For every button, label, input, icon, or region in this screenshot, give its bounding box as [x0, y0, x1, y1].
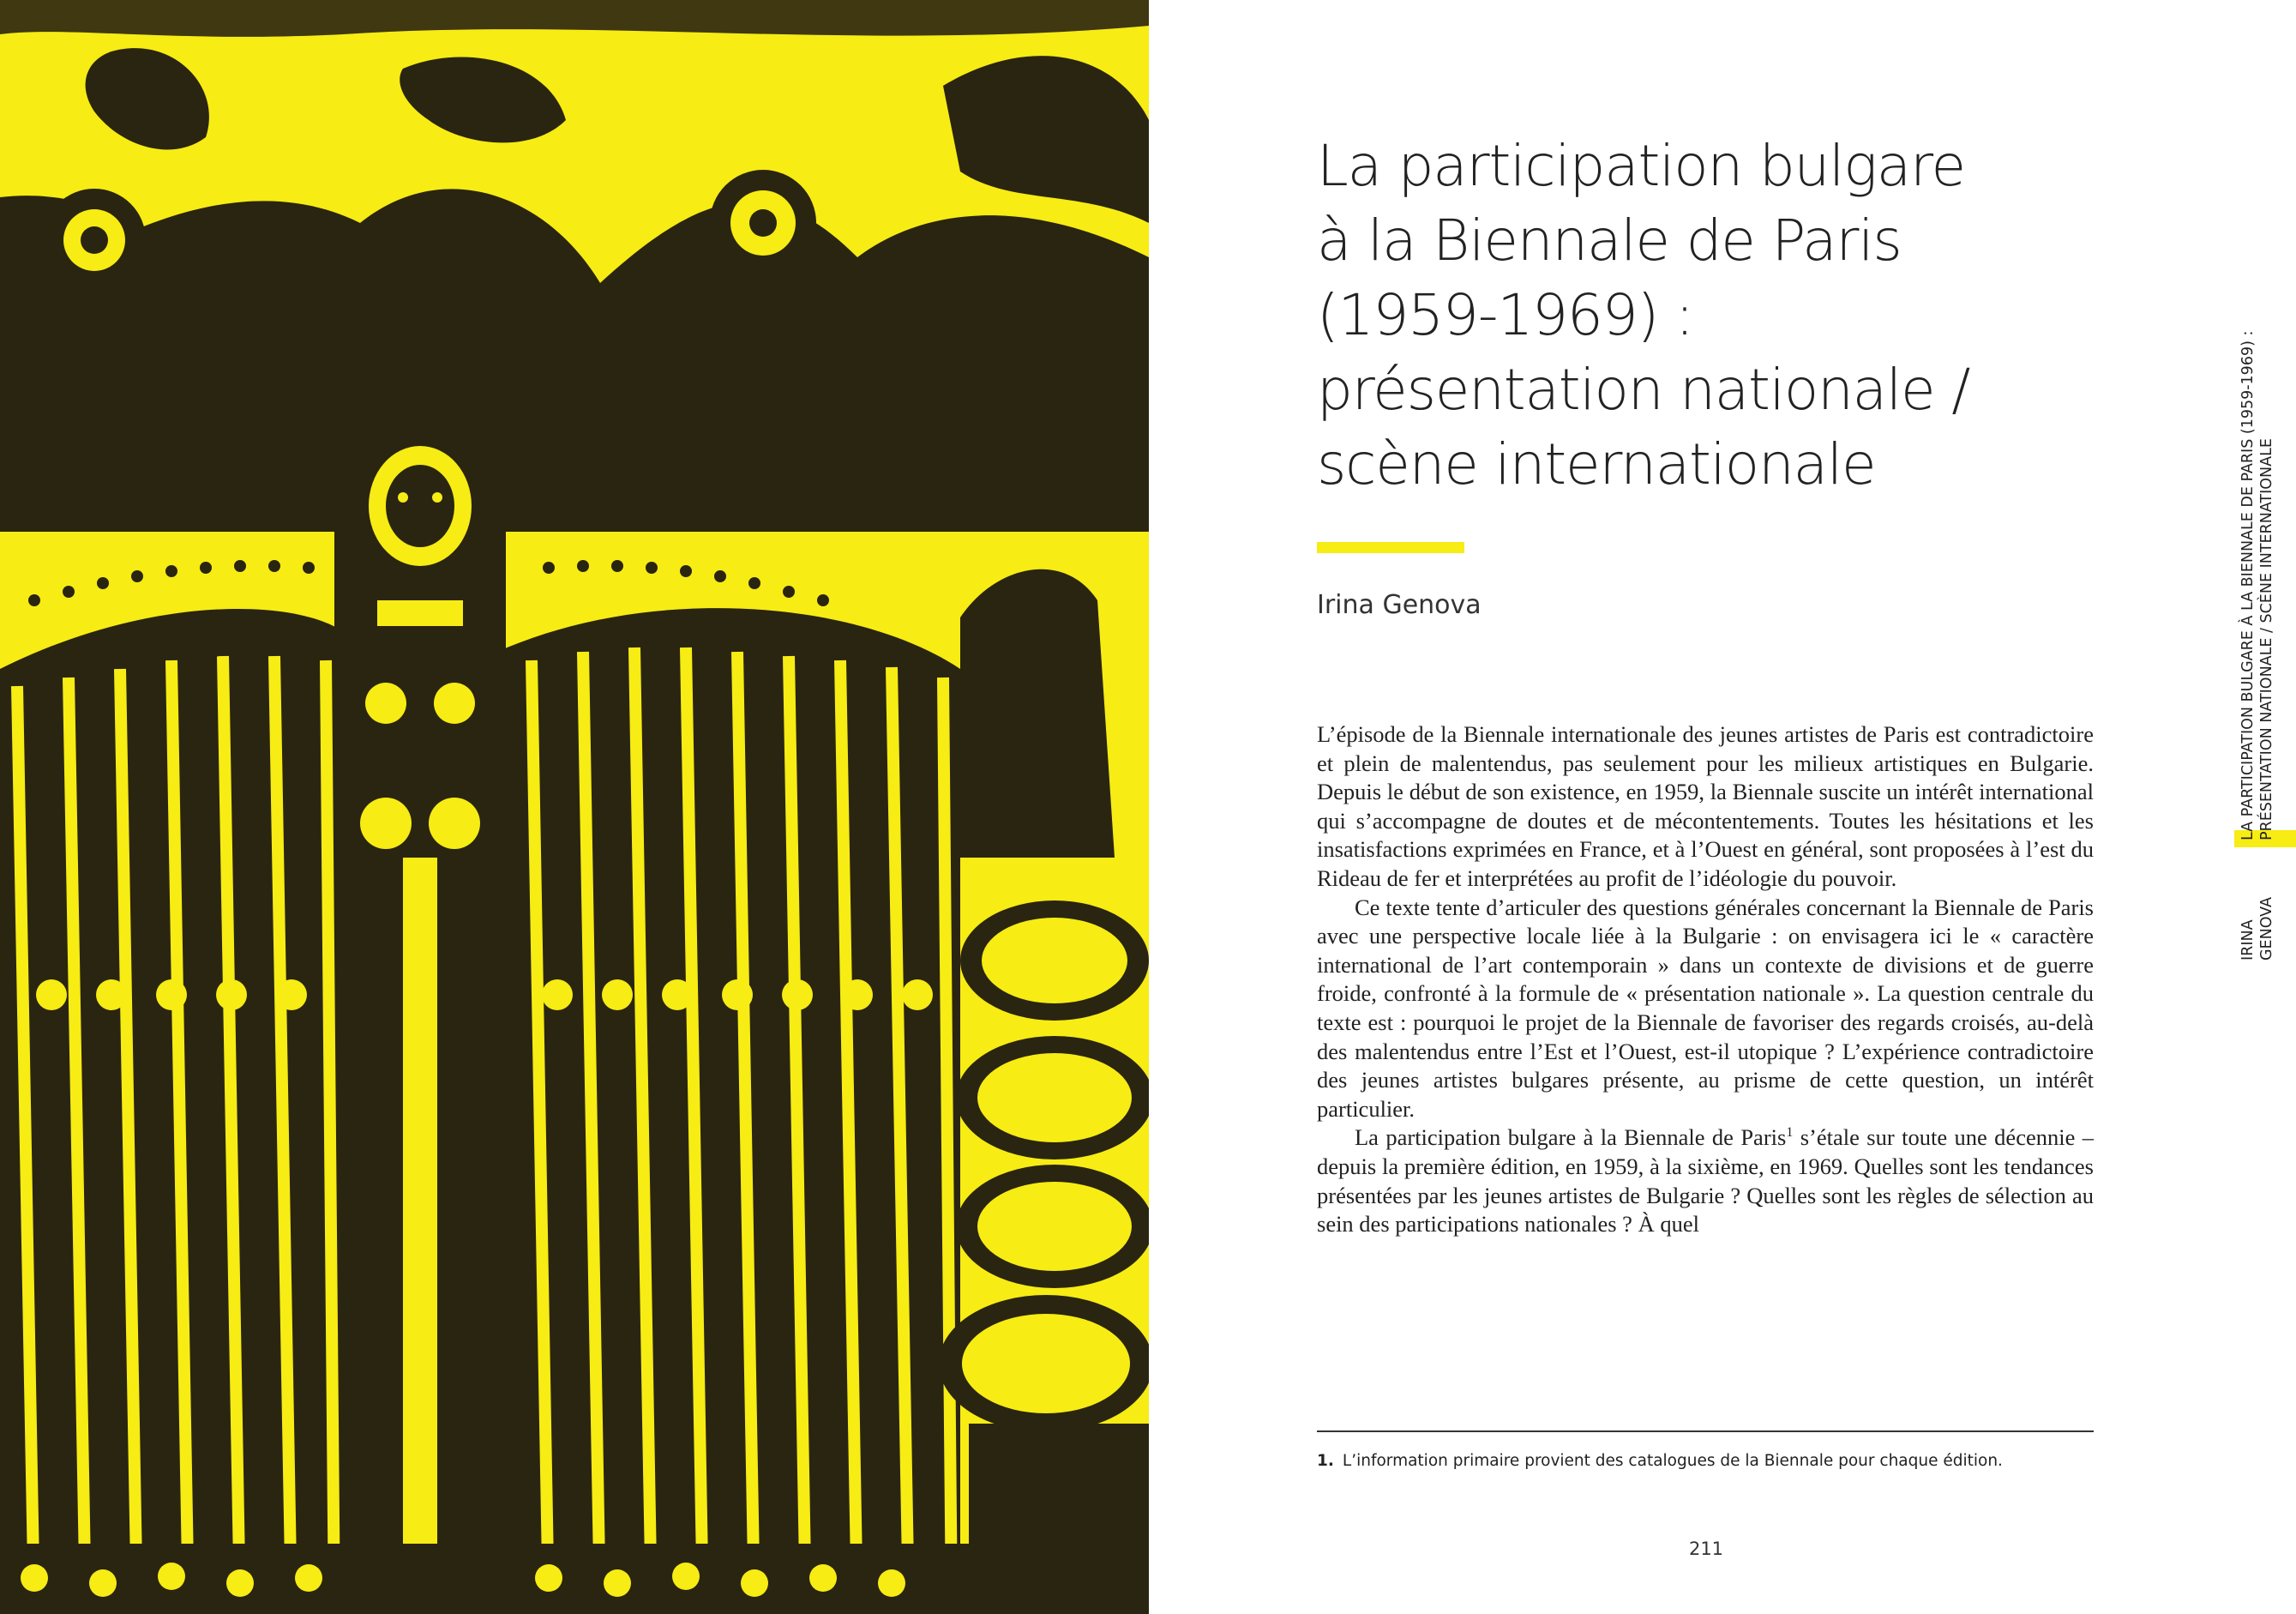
- footnote-text: L’information primaire provient des catalogues de la Biennale pour chaque édition.: [1342, 1452, 2003, 1470]
- footnote: [1317, 1452, 2094, 1470]
- article-title: La participation bulgare à la Biennale de Paris (1959-1969) : présentation nationale / scène internationale: [1317, 133, 1970, 497]
- running-head: [2226, 274, 2294, 961]
- paragraph-3-start: La participation bulgare à la Biennale de Paris: [1355, 1124, 1787, 1151]
- title-accent-rule: [1317, 542, 1464, 553]
- author-name: Irina Genova: [1317, 590, 1482, 620]
- paragraph-1: L’épisode de la Biennale internationale des jeunes artistes de Paris est contradictoire et plein de malentendus, pas seulement pour les milieux artistiques en Bulgarie. Depuis le début de son existence, en 1959, la Biennale suscite un intérêt international qui s’accompagne de doutes et de mécontentements. Toutes les hésitations et les insatisfactions exprimées en France, et à l’Ouest en général, sont proposées à l’est du Rideau de fer et interprétées au profit de l’idéologie du pouvoir.: [1317, 721, 2094, 891]
- footnote-reference[interactable]: 1: [1786, 1125, 1794, 1141]
- running-head-author-2: GENOVA: [2258, 897, 2275, 961]
- text-page: [1149, 0, 2296, 1614]
- page-number: 211: [1688, 1539, 1724, 1559]
- running-head-title-2: PRÉSENTATION NATIONALE / SCÈNE INTERNATIONALE: [2258, 438, 2275, 840]
- paragraph-3-end: s’étale sur toute une décennie – depuis la première édition, en 1959, à la sixième, en 1969. Quelles sont les tendances présentées par les jeunes artistes de Bulgarie ? Quelles sont les règles de sélection au sein des participations nationales ? À quel: [1317, 1124, 2095, 1238]
- running-head-title-1: LA PARTICIPATION BULGARE À LA BIENNALE DE PARIS (1959-1969) :: [2239, 330, 2257, 840]
- paragraph-2: Ce texte tente d’articuler des questions générales concernant la Biennale de Paris avec une perspective locale liée à la Bulgarie : on envisagera ici le « caractère international de l’art contemporain » dans un contexte de divisions et de guerre froide, confronté à la formule de « présentation nationale ». La question centrale du texte est : pourquoi le projet de la Biennale de favoriser des regards croisés, au-delà des malentendus entre l’Est et l’Ouest, est-il utopique ? L’expérience contradictoire des jeunes artistes bulgares présente, au prisme de cette question, un intérêt particulier.: [1317, 894, 2094, 1122]
- footnote-separator: [1317, 1430, 2094, 1432]
- footnote-number: 1.: [1317, 1452, 1334, 1470]
- running-head-author-1: IRINA: [2239, 919, 2257, 961]
- paragraph-3: [1317, 1123, 2094, 1238]
- article-body: [1317, 720, 2094, 1239]
